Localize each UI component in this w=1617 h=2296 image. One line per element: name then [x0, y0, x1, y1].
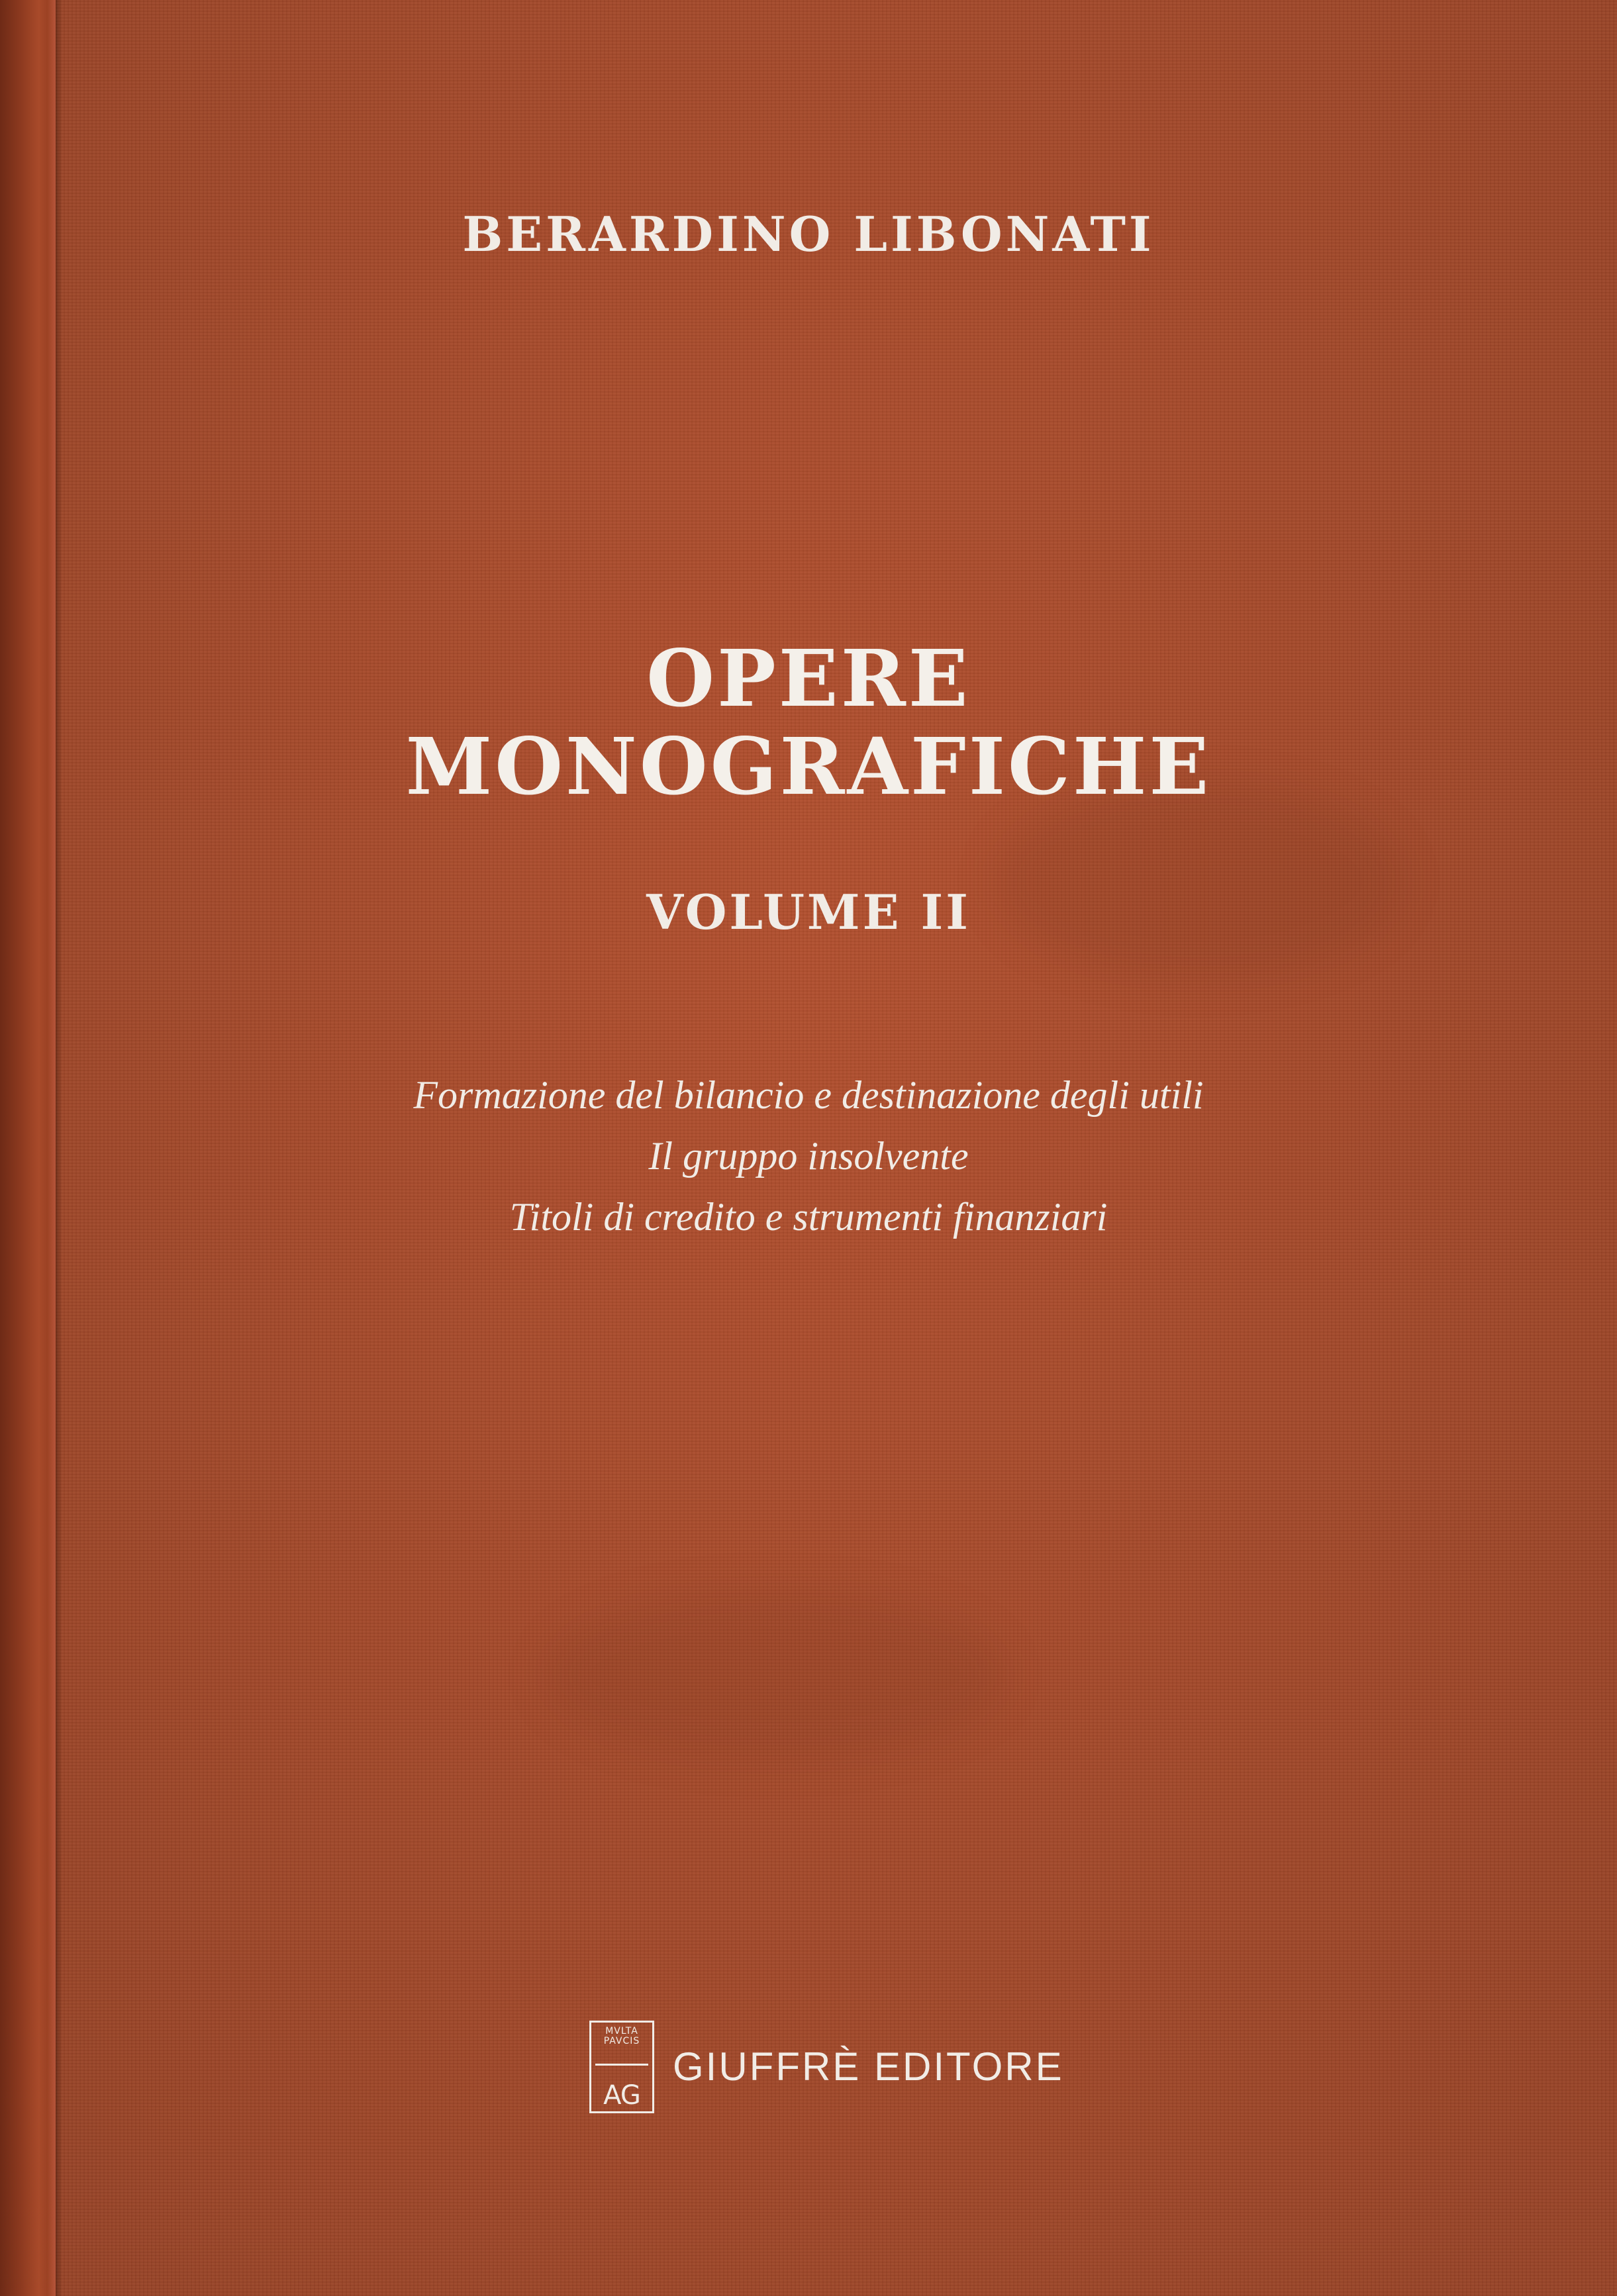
subtitle-item: Formazione del bilancio e destinazione degli utili	[413, 1073, 1204, 1117]
subtitle-item: Il gruppo insolvente	[648, 1134, 969, 1178]
title-line-1: OPERE	[646, 632, 971, 724]
subtitle-list	[0, 1065, 1617, 1247]
logo-rule	[595, 2064, 648, 2066]
subtitle-item: Titoli di credito e strumenti finanziari	[509, 1195, 1108, 1239]
volume-label: VOLUME II	[646, 884, 971, 940]
publisher-logo	[589, 2021, 654, 2113]
logo-motto-line-1: MVLTA	[605, 2026, 638, 2036]
publisher-name: GIUFFRÈ EDITORE	[673, 2044, 1064, 2089]
cloth-stain	[543, 1589, 1006, 1761]
publisher-imprint	[589, 2019, 1064, 2115]
author-name: BERARDINO LIBONATI	[462, 206, 1155, 262]
title-line-2: MONOGRAFICHE	[405, 720, 1212, 813]
logo-motto-line-2: PAVCIS	[603, 2036, 640, 2046]
logo-initials: AG	[603, 2080, 640, 2111]
book-title	[0, 634, 1617, 811]
logo-motto	[604, 2027, 640, 2046]
